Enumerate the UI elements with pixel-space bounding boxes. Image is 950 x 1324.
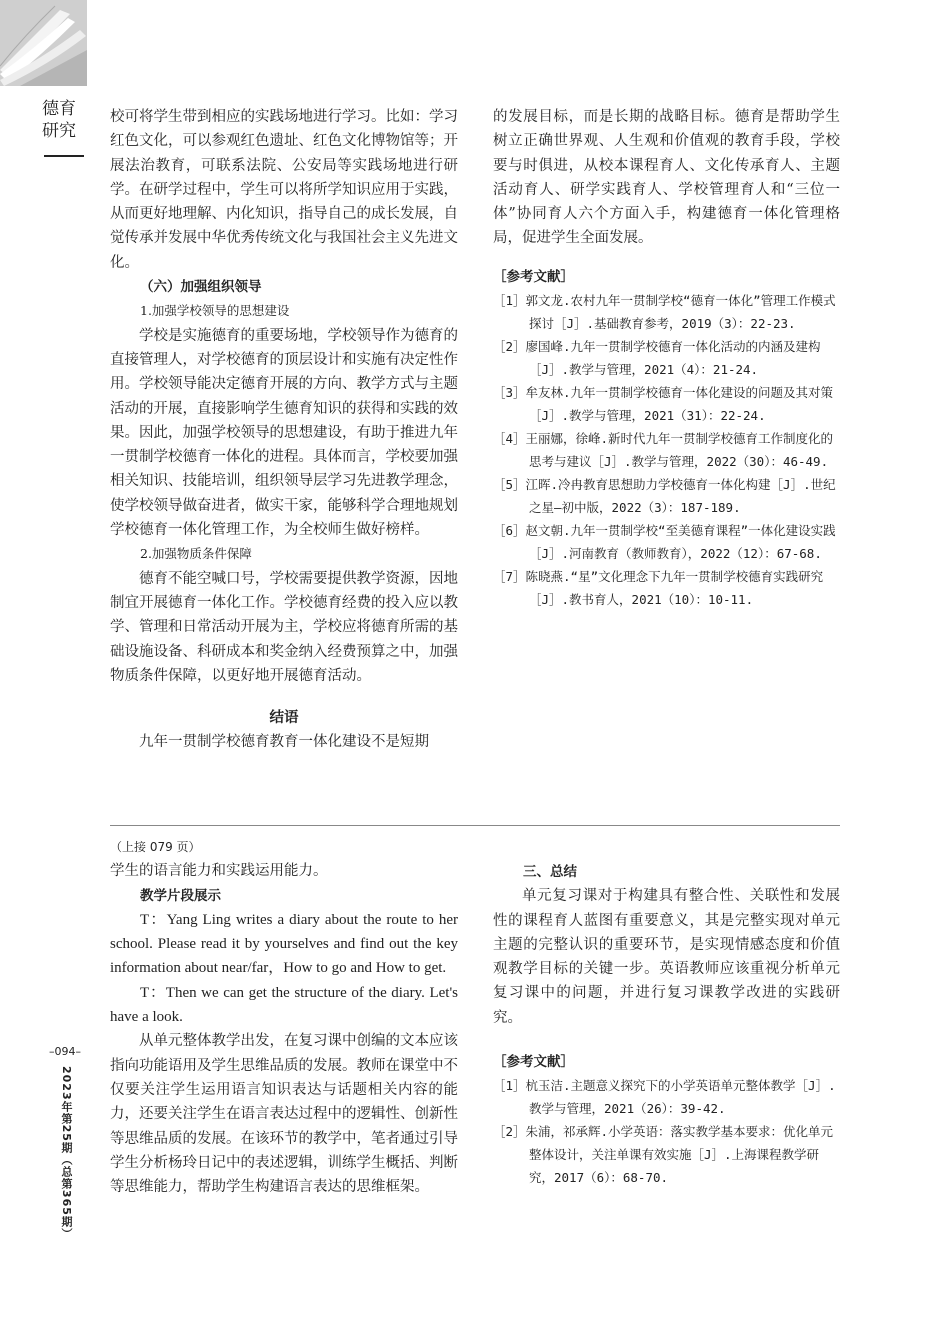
- dialogue-line: T：Then we can get the structure of the diary. Let's have a look.: [110, 984, 458, 1026]
- issue-info: 2023年第25期（总第365期）: [60, 1066, 73, 1240]
- reference-item: ［4］王丽娜，徐峰.新时代九年一贯制学校德育工作制度化的思考与建议［J］.教学与管理，2022（30）：46-49.: [493, 431, 834, 470]
- reference-item: ［7］陈晓燕.“星”文化理念下九年一贯制学校德育实践研究［J］.教书育人，2021（10）：10-11.: [493, 569, 824, 608]
- paragraph: 学校是实施德育的重要场地，学校领导作为德育的直接管理人，对学校德育的顶层设计和实施有决定性作用。学校领导能决定德育开展的方向、教学方式与主题活动的开展，直接影响学生德育知识的获得和实践的效果。因此，加强学校领导的思想建设，有助于推进九年一贯制学校德育一体化的进程。具体而言，学校要加强相关知识、技能培训，组织领导层学习先进教学理念，使学校领导做奋进者，做实干家，能够科学合理地规划学校德育一体化管理工作，为全校师生做好榜样。: [110, 327, 458, 539]
- reference-item: ［6］赵文朝.九年一贯制学校“至美德育课程”一体化建设实践［J］.河南教育（教师教育），2022（12）：67-68.: [493, 523, 836, 562]
- conclusion-title: 结语: [269, 710, 299, 727]
- paragraph: 学生的语言能力和实践运用能力。: [110, 863, 328, 880]
- top-left-column: [110, 105, 458, 755]
- reference-item: ［2］廖国峰.九年一贯制学校德育一体化活动的内涵及建构［J］.教学与管理，2021（4）：21-24.: [493, 339, 821, 378]
- section-heading: （六）加强组织领导: [140, 279, 262, 296]
- bottom-right-column: [493, 860, 840, 1189]
- paragraph: 九年一贯制学校德育教育一体化建设不是短期: [139, 734, 429, 751]
- subsection-heading: 2.加强物质条件保障: [140, 546, 252, 562]
- section-heading: 三、总结: [523, 864, 577, 880]
- section-rule: [44, 155, 84, 157]
- continued-label: （上接 079 页）: [110, 840, 201, 854]
- open-book-icon: [0, 0, 87, 86]
- reference-item: ［1］郭文龙.农村九年一贯制学校“德育一体化”管理工作模式探讨［J］.基础教育参考，2019（3）：22-23.: [493, 293, 836, 332]
- paragraph: 单元复习课对于构建具有整合性、关联性和发展性的课程育人蓝图有重要意义，其是完整实现对单元主题的完整认识的重要环节，是实现情感态度和价值观教学目标的关键一步。英语教师应该重视分析单元复习课中的问题，并进行复习课教学改进的实践研究。: [493, 888, 840, 1026]
- references-title: ［参考文献］: [493, 1054, 574, 1071]
- paragraph: 从单元整体教学出发，在复习课中创编的文本应该指向功能语用及学生思维品质的发展。教师在课堂中不仅要关注学生运用语言知识表达与话题相关内容的能力，还要关注学生在语言表达过程中的逻辑性、创新性等思维品质的发展。在该环节的教学中，笔者通过引导学生分析杨玲日记中的表述逻辑，训练学生概括、判断等思维能力，帮助学生构建语言表达的思维框架。: [110, 1033, 458, 1196]
- section-label: 德育研究: [42, 99, 76, 141]
- reference-item: ［2］朱浦，祁承辉.小学英语：落实教学基本要求：优化单元整体设计，关注单课有效实施［J］.上海课程教学研究，2017（6）：68-70.: [493, 1124, 834, 1186]
- subsection-heading: 1.加强学校领导的思想建设: [140, 303, 290, 319]
- reference-item: ［5］江晖.冷冉教育思想助力学校德育一体化构建［J］.世纪之星—初中版，2022（3）：187-189.: [493, 477, 836, 516]
- reference-item: ［1］杭玉洁.主题意义探究下的小学英语单元整体教学［J］.教学与管理，2021（26）：39-42.: [493, 1078, 836, 1117]
- reference-item: ［3］牟友林.九年一贯制学校德育一体化建设的问题及其对策［J］.教学与管理，2021（31）：22-24.: [493, 385, 834, 424]
- bottom-left-column: [110, 835, 458, 1199]
- paragraph: 校可将学生带到相应的实践场地进行学习。比如：学习红色文化，可以参观红色遗址、红色文化博物馆等；开展法治教育，可联系法院、公安局等实践场地进行研学。在研学过程中，学生可以将所学知识应用于实践，从而更好地理解、内化知识，指导自己的成长发展，自觉传承并发展中华优秀传统文化与我国社会主义先进文化。: [110, 109, 458, 271]
- dialogue-line: T：Yang Ling writes a diary about the route to her school. Please read it by yourselves and find out the key information about near/far，How to go and How to get.: [110, 911, 458, 977]
- references-title: ［参考文献］: [493, 268, 574, 285]
- paragraph: 的发展目标，而是长期的战略目标。德育是帮助学生树立正确世界观、人生观和价值观的教育手段，学校要与时俱进，从校本课程育人、文化传承育人、主题活动育人、研学实践育人、学校管理育人和“三位一体”协同育人六个方面入手，构建德育一体化管理格局，促进学生全面发展。: [493, 109, 840, 247]
- book-corner-image: [0, 0, 87, 86]
- paragraph: 德育不能空喊口号，学校需要提供教学资源，因地制宜开展德育一体化工作。学校德育经费的投入应以教学、管理和日常活动开展为主，学校应将德育所需的基础设施设备、科研成本和奖金纳入经费预算之中，加强物质条件保障，以更好地开展德育活动。: [110, 570, 458, 684]
- section-divider: [110, 825, 840, 826]
- section-heading: 教学片段展示: [140, 887, 221, 904]
- page-number: –094–: [49, 1045, 81, 1058]
- top-right-column: [493, 105, 840, 611]
